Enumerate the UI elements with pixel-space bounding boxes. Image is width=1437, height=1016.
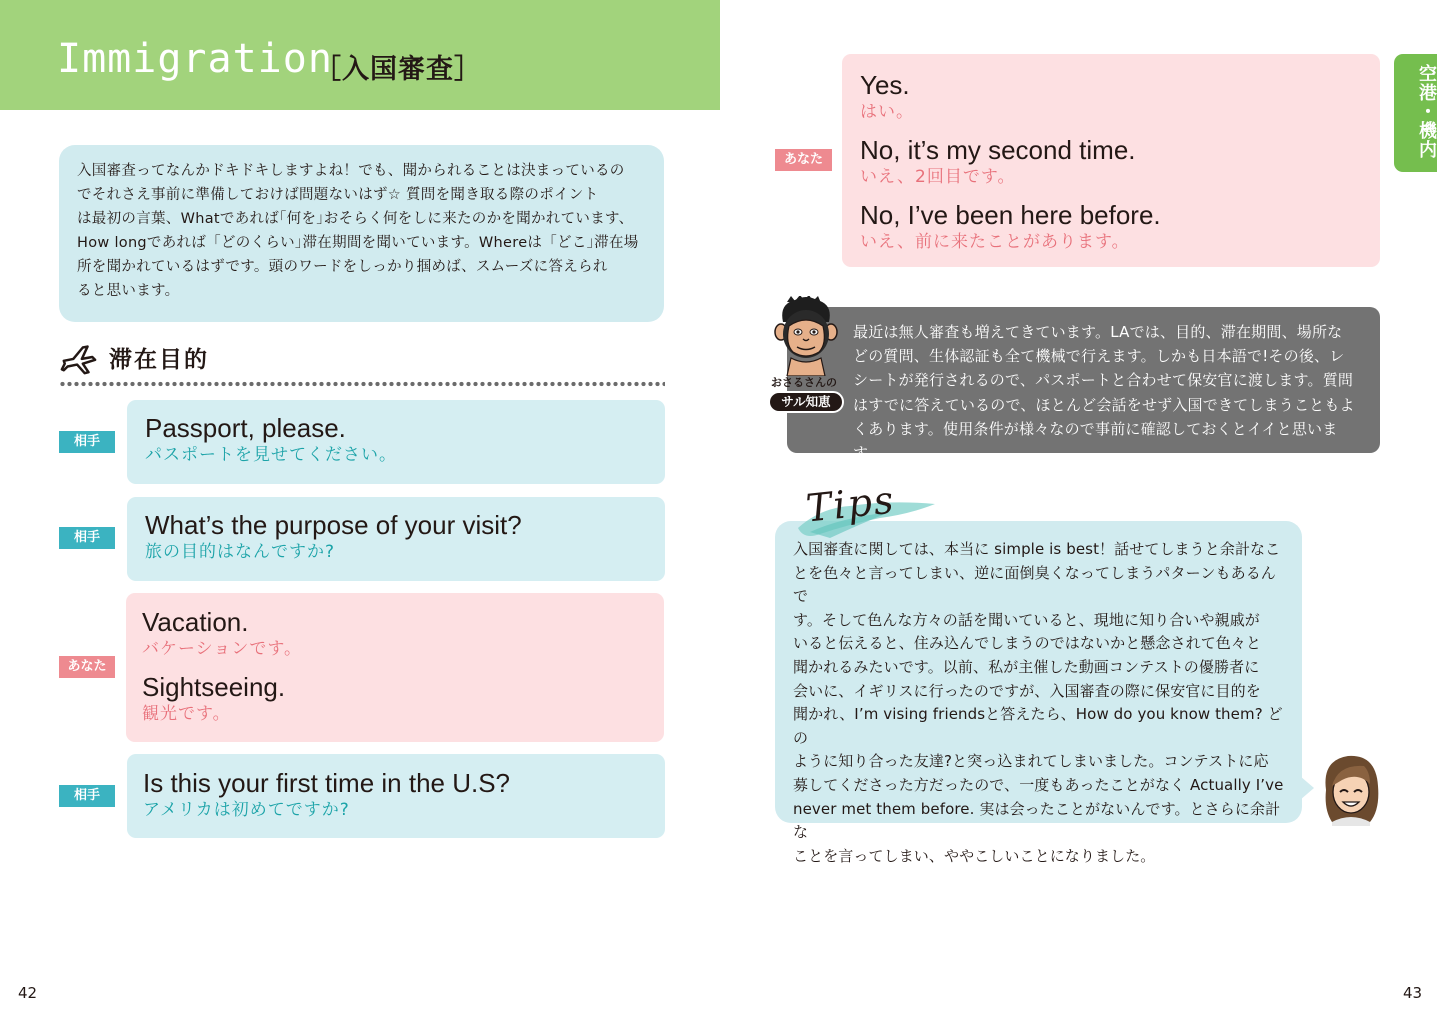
english-phrase: What’s the purpose of your visit? bbox=[145, 510, 522, 540]
tips-line: 募してくださった方だったので、一度もあったことがなく Actually I’ve bbox=[793, 775, 1284, 794]
page-number-right: 43 bbox=[1403, 984, 1423, 1002]
page-subtitle: ［入国審査］ bbox=[314, 54, 482, 85]
tips-box bbox=[775, 521, 1302, 865]
author-avatar bbox=[1318, 750, 1384, 826]
tips-line: 聞かれるみたいです。以前、私が主催した動画コンテストの優勝者に bbox=[793, 657, 1260, 676]
saru-chie-box bbox=[787, 307, 1380, 463]
english-phrase: Yes. bbox=[860, 70, 910, 100]
intro-line: 所を聞かれているはずです。頭のワードをしっかり掴めば、スムーズに答えられ bbox=[77, 259, 608, 275]
section-heading bbox=[60, 338, 209, 376]
speaker-tag: あなた bbox=[775, 149, 832, 171]
answer-bubble bbox=[842, 54, 1380, 267]
saru-line: シートが発行されるので、パスポートと合わせて保安官に渡します。質問 bbox=[853, 371, 1354, 390]
english-phrase: Passport, please. bbox=[145, 413, 346, 443]
chapter-tab[interactable] bbox=[1394, 54, 1437, 172]
japanese-translation: アメリカは初めてですか? bbox=[143, 800, 350, 820]
japanese-translation: はい。 bbox=[860, 102, 914, 122]
tips-title: Tips bbox=[803, 477, 898, 531]
dialog-bubble bbox=[127, 400, 665, 484]
tips-line: 聞かれ、I’m vising friendsと答えたら、How do you know them? どの bbox=[793, 705, 1283, 747]
japanese-translation: いえ、2回目です。 bbox=[860, 167, 1016, 187]
saru-line: 最近は無人審査も増えてきています。LAでは、目的、滞在期間、場所な bbox=[853, 323, 1343, 341]
english-phrase: No, I’ve been here before. bbox=[860, 200, 1161, 230]
dialog-bubble bbox=[126, 593, 664, 742]
japanese-translation: 観光です。 bbox=[142, 704, 231, 724]
saru-line: どの質問、生体認証も全て機械で行えます。しかも日本語で!その後、レ bbox=[853, 347, 1345, 366]
tips-line: す。そして色んな方々の話を聞いていると、現地に知り合いや親戚が bbox=[793, 610, 1260, 629]
tips-line: ことを言ってしまい、ややこしいことになりました。 bbox=[793, 846, 1156, 865]
speaker-tag: 相手 bbox=[59, 431, 115, 453]
speaker-tag: 相手 bbox=[59, 785, 115, 807]
tips-line: 入国審査に関しては、本当に simple is best！話せてしまうと余計なこ bbox=[793, 540, 1281, 558]
page-title: Immigration bbox=[57, 36, 333, 82]
intro-line: 入国審査ってなんかドキドキしますよね！でも、聞かられることは決まっているの bbox=[77, 163, 625, 179]
airplane-icon bbox=[60, 338, 98, 376]
tips-line: never met them before. 実は会ったことがないんです。とさらに余計な bbox=[793, 799, 1281, 842]
saru-badge: サル知恵 bbox=[768, 391, 844, 413]
intro-box bbox=[59, 145, 664, 322]
tips-line: 会いに、イギリスに行ったのですが、入国審査の際に保安官に目的を bbox=[793, 681, 1261, 700]
dialog-bubble bbox=[127, 754, 665, 838]
saru-line: はすでに答えているので、ほとんど会話をせず入国できてしまうこともよ bbox=[853, 395, 1355, 414]
section-label: 滞在目的 bbox=[109, 346, 209, 373]
dotted-divider bbox=[59, 381, 665, 387]
chapter-tab-label: 空港・機内 bbox=[1416, 64, 1437, 159]
intro-line: How longであれば「どのくらい｣滞在期間を聞いています。Whereは「どこ｣滞在場 bbox=[77, 235, 639, 251]
japanese-translation: バケーションです。 bbox=[142, 639, 302, 659]
tips-pointer bbox=[1300, 776, 1314, 800]
japanese-translation: 旅の目的はなんですか? bbox=[145, 542, 336, 562]
japanese-translation: パスポートを見せてください。 bbox=[145, 445, 397, 465]
tips-line: とを色々と言ってしまい、逆に面倒臭くなってしまうパターンもあるんで bbox=[793, 563, 1276, 606]
intro-line: でそれさえ事前に準備しておけば問題ないはず☆ 質問を聞き取る際のポイント bbox=[77, 187, 599, 203]
speaker-tag: 相手 bbox=[59, 527, 115, 549]
intro-line: は最初の言葉、Whatであれば｢何を｣おそらく何をしに来たのかを聞かれています、 bbox=[77, 211, 634, 227]
english-phrase: No, it’s my second time. bbox=[860, 135, 1136, 165]
english-phrase: Vacation. bbox=[142, 607, 249, 637]
japanese-translation: いえ、前に来たことがあります。 bbox=[860, 232, 1130, 252]
dialog-bubble bbox=[127, 497, 665, 581]
tips-line: ように知り合った友達?と突っ込まれてしまいました。コンテストに応 bbox=[793, 752, 1269, 771]
saru-line: くあります。使用条件が様々なので事前に確認しておくとイイと思います。 bbox=[853, 419, 1338, 463]
monkey-mascot-icon bbox=[773, 296, 839, 376]
english-phrase: Is this your first time in the U.S? bbox=[143, 768, 511, 798]
intro-line: ると思います。 bbox=[77, 283, 180, 299]
tips-line: いると伝えると、住み込んでしまうのではないかと懸念されて色々と bbox=[793, 634, 1262, 653]
speaker-tag: あなた bbox=[59, 656, 115, 678]
page-number-left: 42 bbox=[18, 984, 38, 1002]
saru-caption: おさるさんの bbox=[771, 376, 837, 389]
english-phrase: Sightseeing. bbox=[142, 672, 286, 702]
